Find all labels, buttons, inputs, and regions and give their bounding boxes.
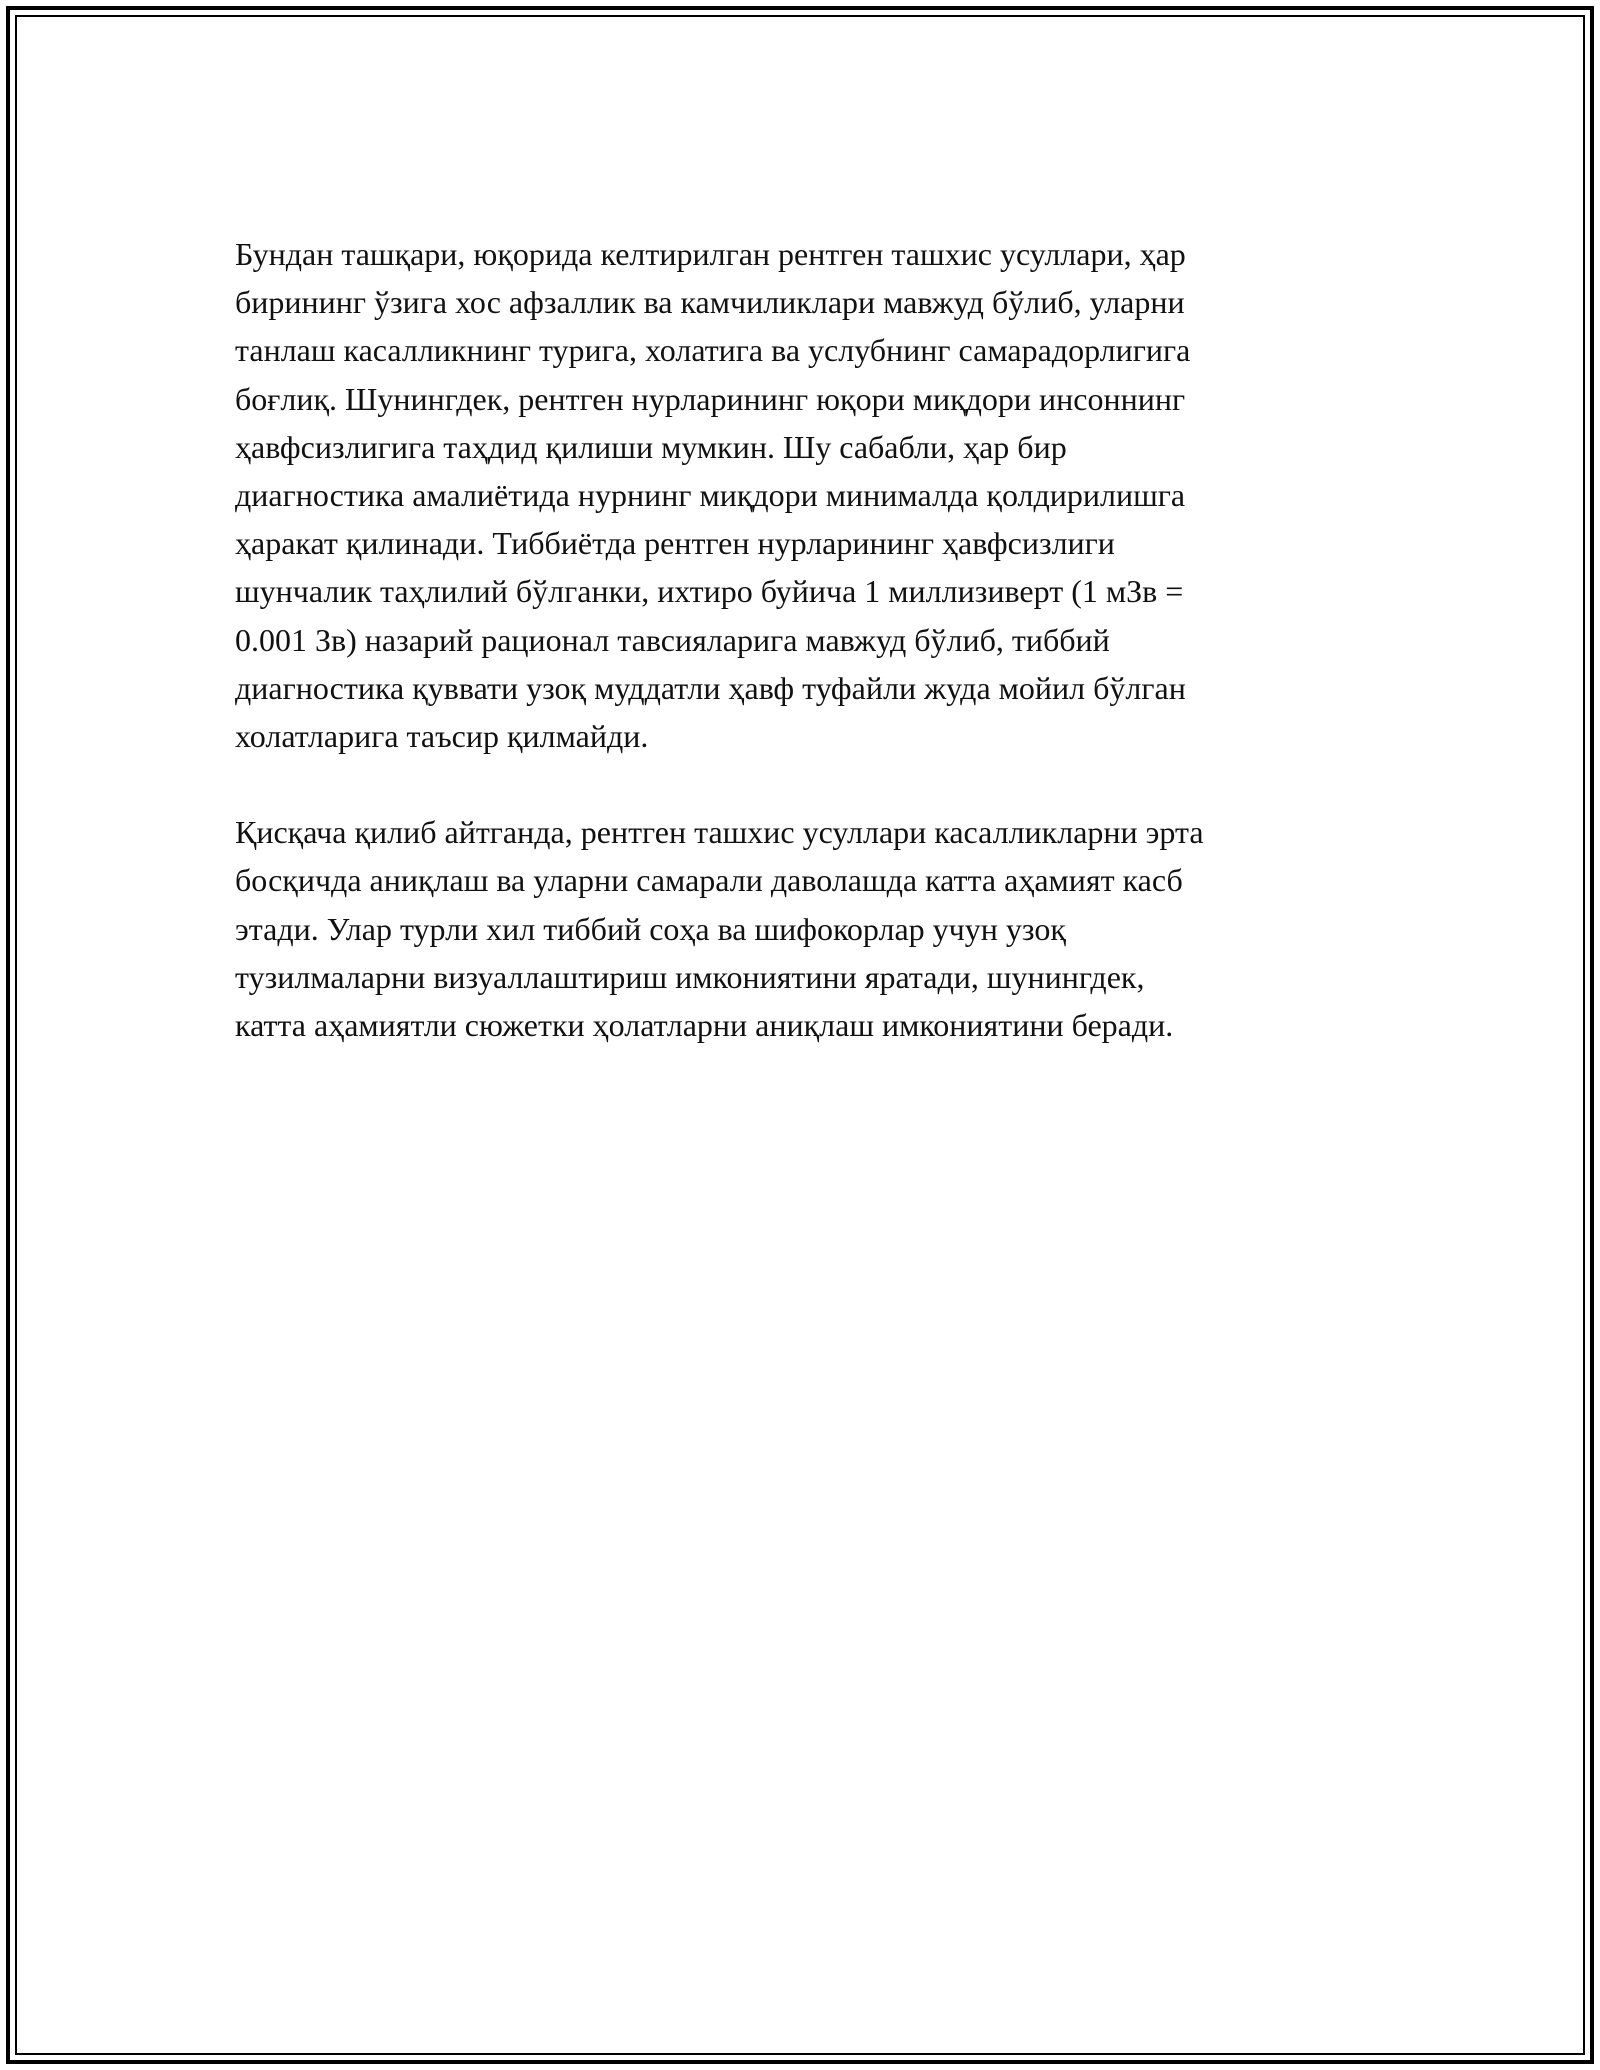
text-line: Бундан ташқари, юқорида келтирилган рентген ташхис усуллари, ҳар [235, 236, 1186, 272]
text-line: катта аҳамиятли сюжетки ҳолатларни аниқлаш имкониятини беради. [235, 1007, 1174, 1044]
paragraph [235, 230, 1355, 760]
text-line: ҳаракат қилинади. Тиббиётда рентген нурларининг ҳавфсизлиги [235, 525, 1115, 562]
text-line: бирининг ўзига хос афзаллик ва камчиликлари мавжуд бўлиб, уларни [235, 284, 1185, 321]
text-line: ҳавфсизлигига таҳдид қилиши мумкин. Шу сабабли, ҳар бир [235, 428, 1067, 465]
text-line: босқичда аниқлаш ва уларни самарали даволашда катта аҳамият касб [235, 862, 1183, 899]
document-body [235, 230, 1355, 1049]
text-line: холатларига таъсир қилмайди. [235, 718, 649, 755]
text-line: диагностика қуввати узоқ муддатли ҳавф туфайли жуда мойил бўлган [235, 669, 1186, 706]
text-line: Қисқача қилиб айтганда, рентген ташхис усуллари касалликларни эрта [235, 814, 1204, 851]
text-line: танлаш касалликнинг турига, холатига ва услубнинг самарадорлигига [235, 332, 1191, 369]
text-line: 0.001 Зв) назарий рационал тавсияларига мавжуд бўлиб, тиббий [235, 621, 1110, 658]
text-line: шунчалик таҳлилий бўлганки, ихтиро буйича 1 миллизиверт (1 мЗв = [235, 573, 1184, 610]
text-line: тузилмаларни визуаллаштириш имкониятини яратади, шунингдек, [235, 958, 1145, 995]
text-line: диагностика амалиётида нурнинг миқдори минималда қолдирилишга [235, 477, 1186, 514]
text-line: этади. Улар турли хил тиббий соҳа ва шифокорлар учун узоқ [235, 910, 1066, 947]
paragraph [235, 808, 1355, 1049]
text-line: боғлиқ. Шунингдек, рентген нурларининг юқори миқдори инсоннинг [235, 380, 1186, 417]
